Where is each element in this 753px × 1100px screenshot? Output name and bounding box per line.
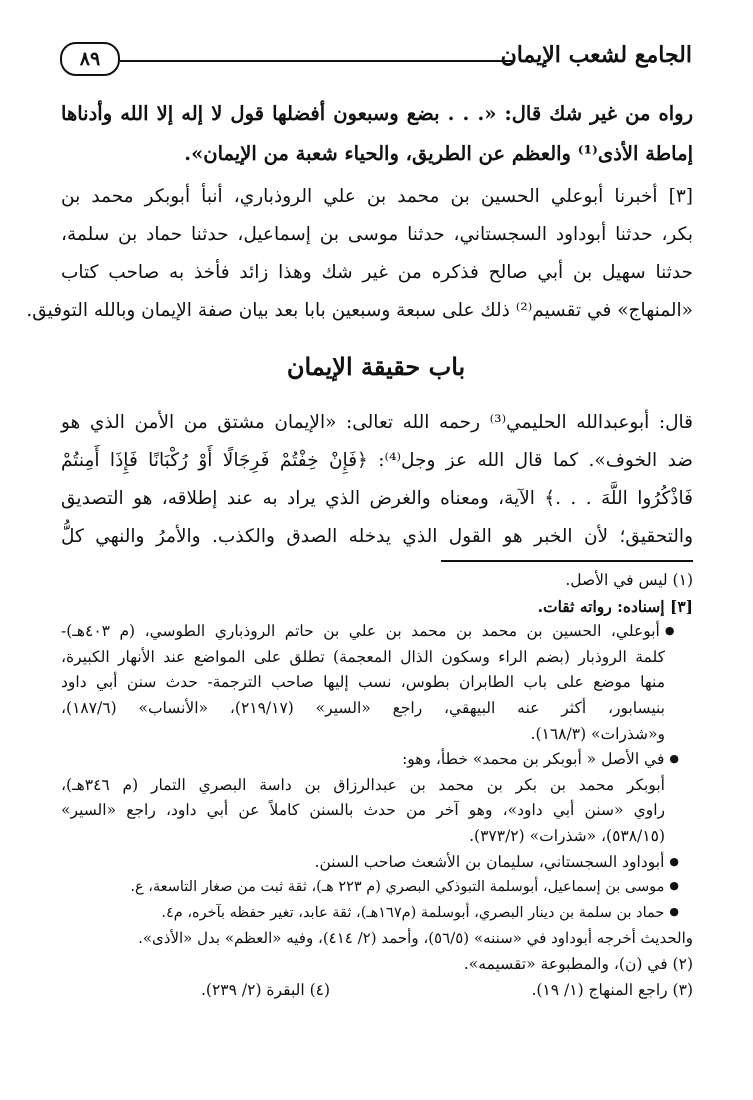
footnote-hadith-reference: والحديث أخرجه أبوداود في «سننه» (٥٦/٥)، وأحمد (٢/ ٤١٤)، وفيه «العظم» بدل «الأذى». xyxy=(138,929,693,948)
page-number: ٨٩ xyxy=(60,42,120,76)
text-line: والتحقيق؛ لأن الخبر هو القول الذي يدخله الصدق والكذب. والأمرُ والنهي كلُّ xyxy=(61,526,693,547)
text-line: رواه من غير شك قال: «. . . بضع وسبعون أفضلها قول لا إله إلا الله وأدناها xyxy=(61,102,693,125)
text-line: ضد الخوف». كما قال الله عز وجل⁽⁴⁾: ﴿فَإِنْ خِفْتُمْ فَرِجَالًا أَوْ رُكْبَانًا فَإِذَا أَمِنتُمْ xyxy=(61,450,694,471)
footnote-2: (٢) في (ن)، والمطبوعة «تقسيمه». xyxy=(463,954,693,973)
footnotes xyxy=(61,568,693,1003)
footnote-bullet-line: ● أبوداود السجستاني، سليمان بن الأشعث صاحب السنن. xyxy=(61,850,693,876)
footnote-4: (٤) البقرة (٢/ ٢٣٩). xyxy=(201,980,331,999)
bullet-icon xyxy=(664,851,679,869)
running-header xyxy=(60,38,692,82)
footnote-bullet-line: ● في الأصل « أبوبكر بن محمد» خطأ، وهو: xyxy=(61,747,693,773)
footnote-3-label: [٣] إسناده: رواته ثقات. xyxy=(537,596,693,616)
footnote-row xyxy=(61,978,693,1004)
text-line: «المنهاج» في تقسيم⁽²⁾ ذلك على سبعة وسبعين بابا بعد بيان صفة الإيمان وبالله التوفيق. xyxy=(26,300,693,321)
paragraph-hadith-text xyxy=(61,94,693,174)
footnote-line: راوي «سنن أبي داود»، وهو آخر من حدث بالسنن كاملاً عن أبي داود، راجع «السير» xyxy=(61,801,665,820)
footnote-bullet-line: ● موسى بن إسماعيل، أبوسلمة التبوذكي البصري (م ٢٢٣ هـ)، ثقة ثبت من صغار التاسعة، ع. xyxy=(61,875,693,901)
text-line: حدثنا سهيل بن أبي صالح فذكره من غير شك وهذا زائد فأخذ به صاحب كتاب xyxy=(61,262,693,283)
text-line: قال: أبوعبدالله الحليمي⁽³⁾ رحمه الله تعالى: «الإيمان مشتق من الأمن الذي هو xyxy=(61,412,694,433)
header-rule xyxy=(120,60,514,62)
section-heading: باب حقيقة الإيمان xyxy=(286,352,466,381)
footnote-3: (٣) راجع المنهاج (١/ ١٩). xyxy=(531,980,693,999)
bullet-icon xyxy=(664,877,679,893)
text-line: فَاذْكُرُوا اللَّهَ . . .﴾ الآية، ومعناه والغرض الذي يراد به عند إطلاقه، هو التصديق xyxy=(61,488,693,509)
footnote-line: و«شذرات» (١٦٨/٣). xyxy=(530,724,665,743)
paragraph-halimi xyxy=(61,404,693,556)
text-line: إماطة الأذى⁽¹⁾ والعظم عن الطريق، والحياء شعبة من الإيمان». xyxy=(184,142,693,165)
bullet-icon xyxy=(664,748,679,766)
text-line: بكر، حدثنا أبوداود السجستاني، حدثنا موسى بن إسماعيل، حدثنا حماد بن سلمة، xyxy=(61,224,693,245)
footnote-line: (٥٣٨/١٥)، «شذرات» (٣٧٣/٢). xyxy=(469,826,665,845)
footnote-bullet-line: ● حماد بن سلمة بن دينار البصري، أبوسلمة (م١٦٧هـ)، ثقة عابد، تغير حفظه بآخره، م٤. xyxy=(61,901,693,927)
bullet-icon xyxy=(664,903,679,919)
footnote-line: أبوبكر محمد بن بكر بن محمد بن عبدالرزاق بن داسة البصري التمار (م ٣٤٦هـ)، xyxy=(61,775,665,794)
footnote-1: (١) ليس في الأصل. xyxy=(565,571,693,589)
footnote-separator xyxy=(441,560,693,562)
paragraph-isnad xyxy=(26,178,693,330)
text-line: [٣] أخبرنا أبوعلي الحسين بن محمد بن علي الروذباري، أنبأ أبوبكر محمد بن xyxy=(61,186,693,207)
bullet-icon xyxy=(660,620,679,638)
footnote-line: كلمة الروذبار (بضم الراء وسكون الذال المعجمة) تطلق على المواضع عند الأنهار الكبيرة، xyxy=(61,647,665,666)
book-title: الجامع لشعب الإيمان xyxy=(500,42,692,68)
footnote-line: بنيسابور، أكثر عنه البيهقي، راجع «السير» (٢١٩/١٧)، «الأنساب» (١٨٧/٦)، xyxy=(61,698,665,717)
footnote-line: منها موضع على باب الطابران بطوس، نسب إليها صاحب الترجمة- حدث سنن أبي داود xyxy=(61,673,665,692)
footnote-bullet-line: ● أبوعلي، الحسين بن محمد بن محمد بن علي بن حاتم الروذباري الطوسي، (م ٤٠٣هـ)- xyxy=(61,619,693,645)
